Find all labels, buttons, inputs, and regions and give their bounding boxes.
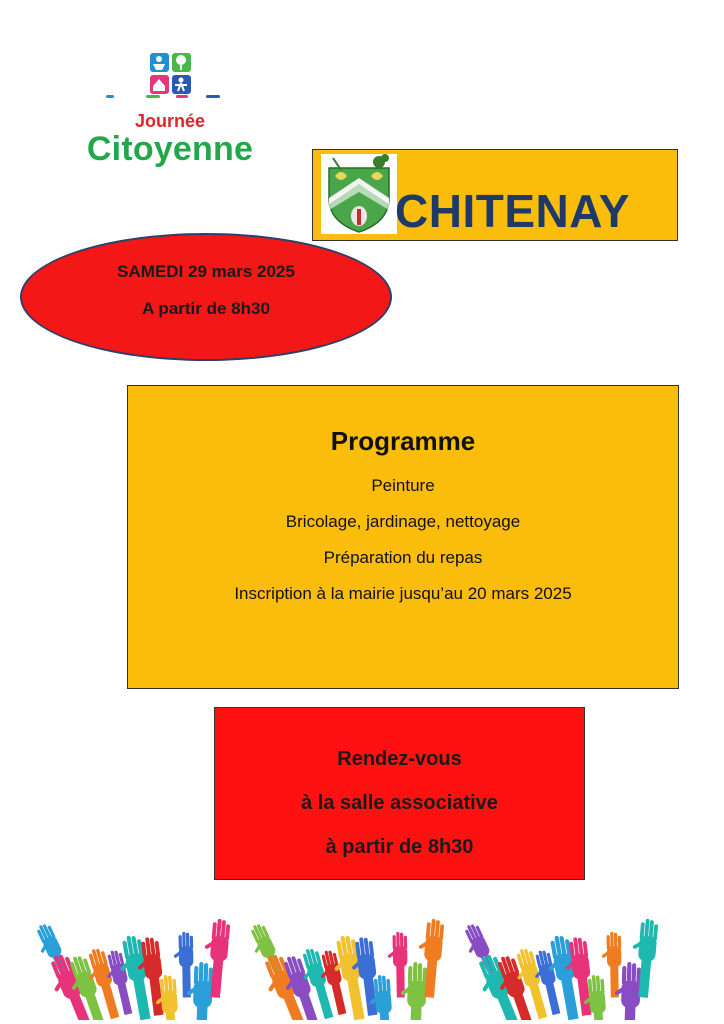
rendezvous-line: à partir de 8h30 bbox=[325, 836, 474, 858]
town-name: CHITENAY bbox=[395, 185, 630, 237]
rendezvous-line: à la salle associative bbox=[301, 792, 498, 814]
journee-label: Journée bbox=[134, 111, 206, 131]
program-item: Peinture bbox=[371, 476, 435, 495]
program-item: Bricolage, jardinage, nettoyage bbox=[285, 512, 521, 531]
event-date: SAMEDI 29 mars 2025 bbox=[117, 262, 295, 281]
rendezvous-line: Rendez-vous bbox=[337, 748, 462, 770]
town-banner bbox=[312, 149, 678, 241]
program-title: Programme bbox=[330, 426, 476, 456]
date-ellipse bbox=[20, 233, 392, 361]
program-item: Inscription à la mairie jusqu’au 20 mars 2025 bbox=[234, 584, 572, 603]
citoyenne-title: Citoyenne bbox=[86, 130, 254, 168]
journee-citoyenne-logo-icon bbox=[106, 50, 226, 100]
logo-underline bbox=[106, 95, 226, 98]
raised-hands-illustration bbox=[36, 900, 688, 1020]
coat-of-arms-icon bbox=[321, 154, 397, 234]
event-time: A partir de 8h30 bbox=[142, 299, 270, 318]
program-box bbox=[127, 385, 679, 689]
program-item: Préparation du repas bbox=[323, 548, 483, 567]
rendezvous-box bbox=[214, 707, 585, 880]
